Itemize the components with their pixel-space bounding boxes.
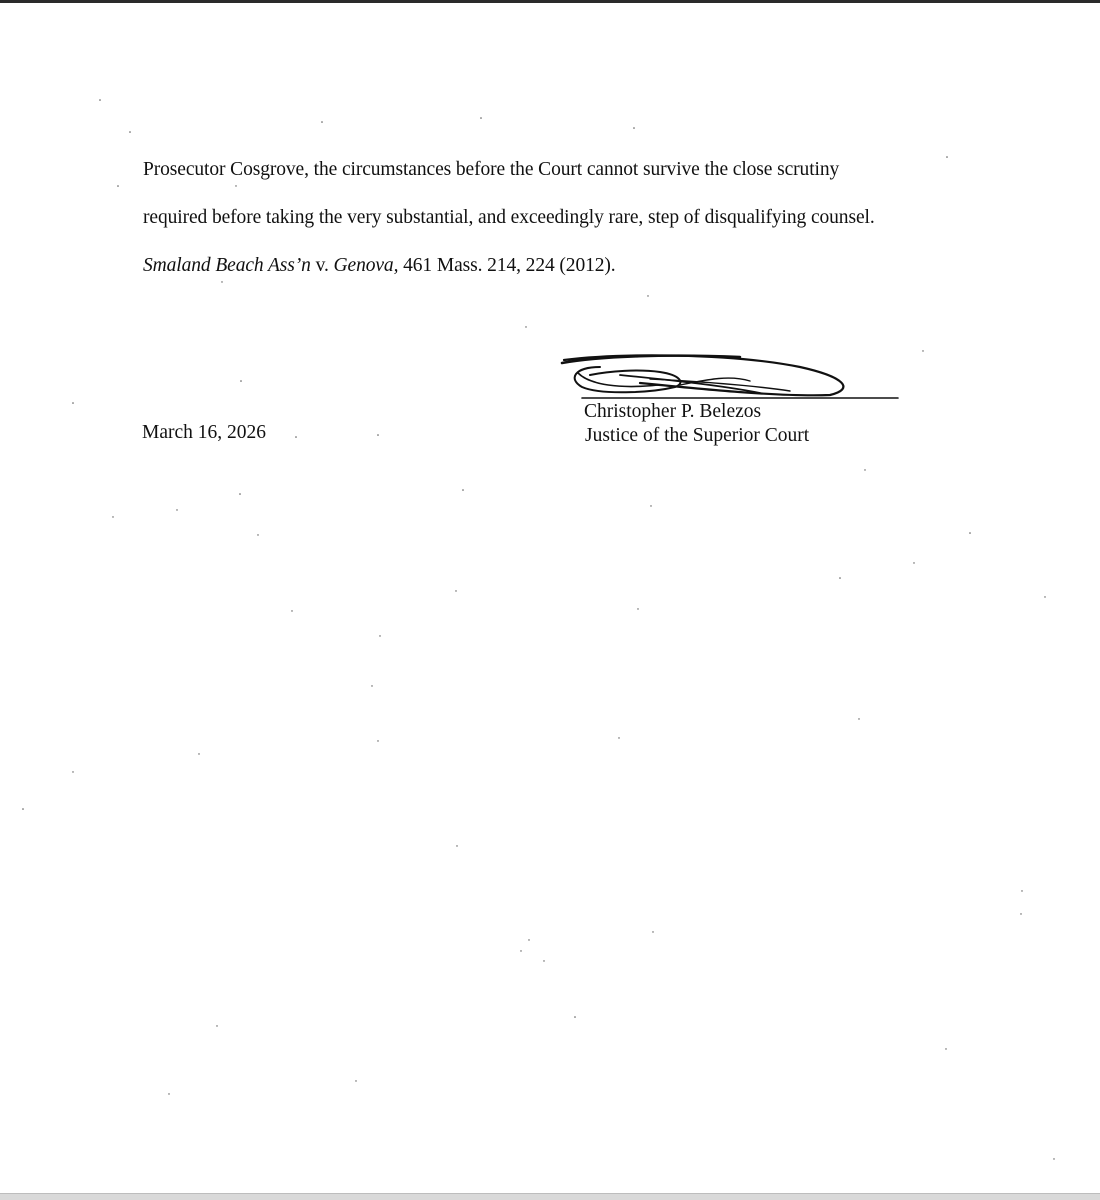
paragraph-line-1: Prosecutor Cosgrove, the circumstances before the Court cannot survive the close scrutiny (143, 159, 840, 180)
signer-title: Justice of the Superior Court (585, 425, 810, 446)
citation-party: Genova, (333, 255, 399, 276)
citation-versus: v. (310, 255, 334, 276)
paragraph-line-2: required before taking the very substantial, and exceedingly rare, step of disqualifying counsel. (143, 207, 875, 228)
citation-case-name: Smaland Beach Ass’n (143, 255, 311, 276)
signer-name: Christopher P. Belezos (584, 401, 762, 422)
window-bottom-border (0, 1193, 1100, 1200)
handwritten-signature (560, 345, 905, 405)
citation-line (143, 254, 616, 278)
document-date: March 16, 2026 (142, 422, 267, 443)
signature-block (560, 345, 905, 455)
citation-reporter: 461 Mass. 214, 224 (2012). (398, 255, 616, 276)
